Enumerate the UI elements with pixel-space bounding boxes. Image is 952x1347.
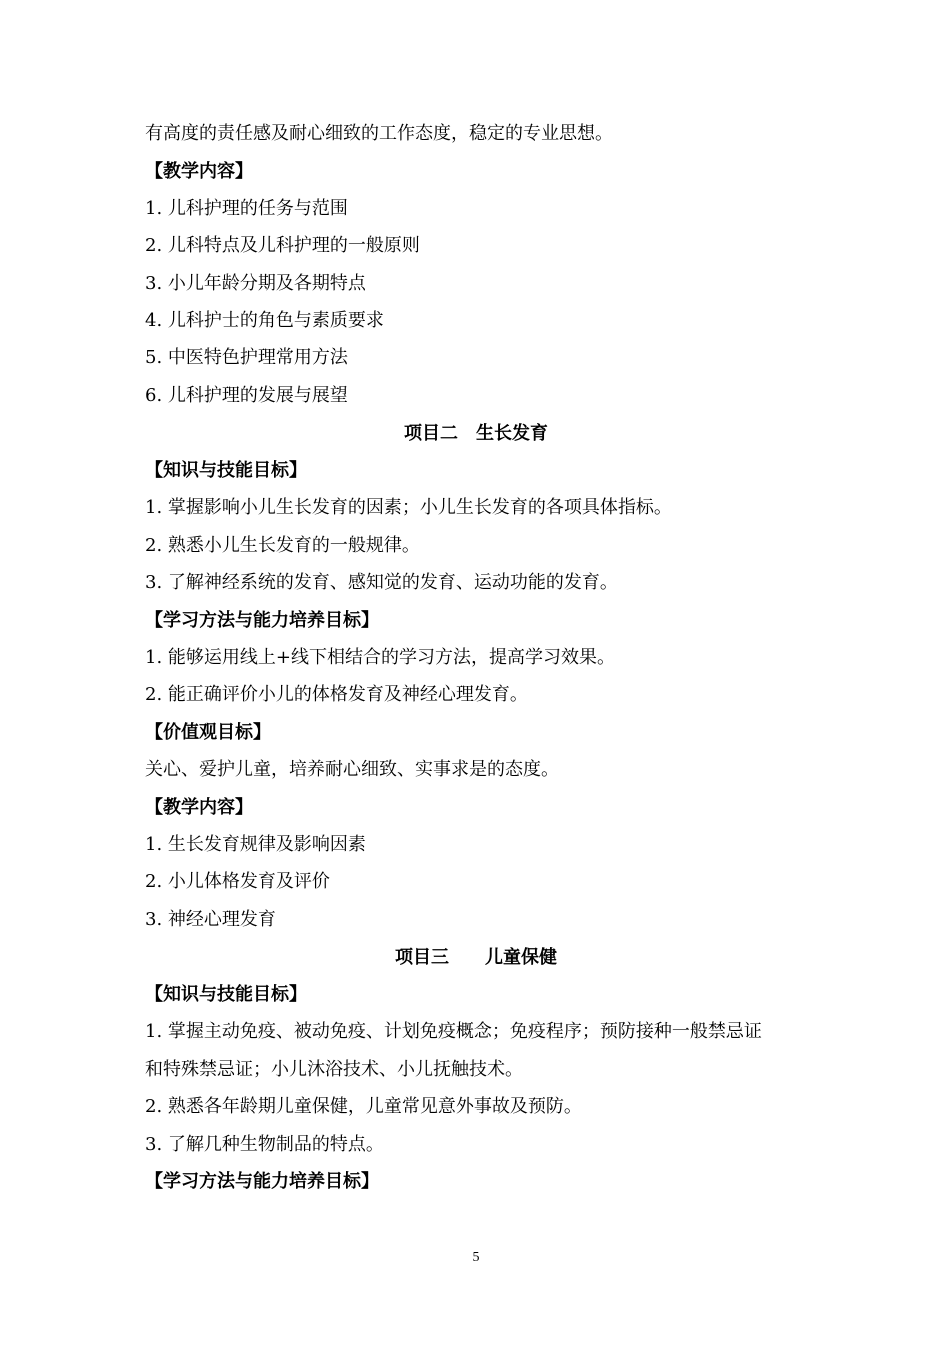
list-item: 2. 能正确评价小儿的体格发育及神经心理发育。 [145,684,528,705]
list-item: 1. 掌握影响小儿生长发育的因素；小儿生长发育的各项具体指标。 [145,497,672,518]
list-item: 3. 小儿年龄分期及各期特点 [145,273,366,294]
list-item: 5. 中医特色护理常用方法 [145,347,348,368]
list-item: 3. 神经心理发育 [145,909,276,930]
section-heading-teaching-content: 【教学内容】 [145,161,253,182]
list-item: 1. 儿科护理的任务与范围 [145,198,348,219]
page-number: 5 [472,1250,480,1265]
values-text: 关心、爱护儿童，培养耐心细致、实事求是的态度。 [145,759,559,780]
list-item-continuation: 和特殊禁忌证；小儿沐浴技术、小儿抚触技术。 [145,1059,523,1080]
section-heading-method: 【学习方法与能力培养目标】 [145,610,379,631]
list-item: 3. 了解神经系统的发育、感知觉的发育、运动功能的发育。 [145,572,618,593]
list-item: 2. 儿科特点及儿科护理的一般原则 [145,235,420,256]
section-heading-knowledge: 【知识与技能目标】 [145,460,307,481]
list-item: 4. 儿科护士的角色与素质要求 [145,310,384,331]
section-heading-teaching-content: 【教学内容】 [145,797,253,818]
section-heading-knowledge: 【知识与技能目标】 [145,984,307,1005]
list-item: 1. 生长发育规律及影响因素 [145,834,366,855]
list-item: 6. 儿科护理的发展与展望 [145,385,348,406]
list-item: 2. 熟悉各年龄期儿童保健，儿童常见意外事故及预防。 [145,1096,582,1117]
intro-text: 有高度的责任感及耐心细致的工作态度，稳定的专业思想。 [145,123,613,144]
list-item: 2. 熟悉小儿生长发育的一般规律。 [145,535,420,556]
list-item: 3. 了解几种生物制品的特点。 [145,1134,384,1155]
project-title: 项目三 儿童保健 [395,947,557,968]
list-item: 1. 能够运用线上+线下相结合的学习方法，提高学习效果。 [145,647,615,668]
list-item: 2. 小儿体格发育及评价 [145,871,330,892]
project-title: 项目二 生长发育 [404,423,548,444]
list-item: 1. 掌握主动免疫、被动免疫、计划免疫概念；免疫程序；预防接种一般禁忌证 [145,1021,762,1042]
section-heading-values: 【价值观目标】 [145,722,271,743]
section-heading-method: 【学习方法与能力培养目标】 [145,1171,379,1192]
